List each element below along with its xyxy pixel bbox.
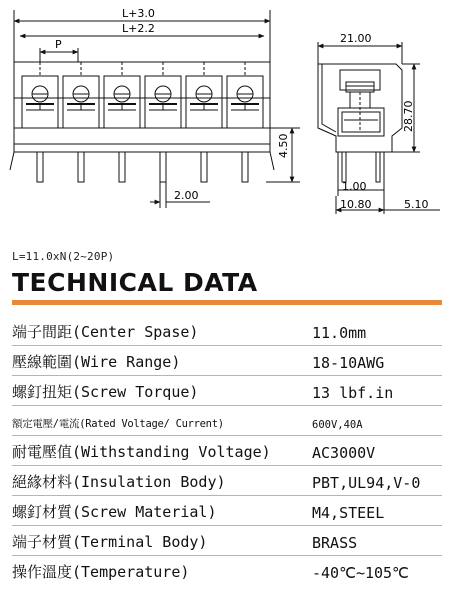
dim-510: 5.10 [404, 198, 429, 211]
spec-label: 端子材質(Terminal Body) [12, 533, 208, 551]
spec-label: 額定電壓/電流(Rated Voltage/ Current) [12, 418, 224, 430]
spec-value: PBT,UL94,V-0 [312, 474, 421, 492]
side-view [318, 42, 440, 214]
spec-label: 端子間距(Center Spase) [12, 323, 199, 341]
spec-label: 螺釘材質(Screw Material) [12, 503, 217, 521]
heading-divider [12, 300, 442, 305]
spec-label: 絕緣材料(Insulation Body) [12, 473, 226, 491]
dim-100: 1.00 [342, 180, 367, 193]
spec-value: M4,STEEL [312, 504, 385, 522]
spec-value: 11.0mm [312, 324, 367, 342]
page-title: TECHNICAL DATA [12, 268, 258, 297]
spec-value: 13 lbf.in [312, 384, 394, 402]
dim-1080: 10.80 [340, 198, 372, 211]
spec-row [12, 318, 442, 346]
spec-row [12, 468, 442, 496]
front-view [10, 10, 300, 208]
spec-value: 600V,40A [312, 419, 363, 431]
spec-value: -40℃~105℃ [312, 564, 409, 582]
spec-label: 操作溫度(Temperature) [12, 563, 190, 581]
dim-2100: 21.00 [340, 32, 372, 45]
spec-value: BRASS [312, 534, 358, 552]
spec-table [12, 318, 442, 587]
spec-label: 壓線範圍(Wire Range) [12, 353, 181, 371]
spec-label: 螺釘扭矩(Screw Torque) [12, 383, 199, 401]
spec-row [12, 558, 442, 585]
spec-value: AC3000V [312, 444, 376, 462]
spec-label: 耐電壓值(Withstanding Voltage) [12, 443, 271, 461]
spec-row [12, 378, 442, 406]
dim-l22: L+2.2 [122, 22, 155, 35]
dim-450: 4.50 [277, 133, 290, 158]
spec-row [12, 348, 442, 376]
spec-value: 18-10AWG [312, 354, 385, 372]
dim-2870: 28.70 [402, 100, 415, 132]
length-formula: L=11.0xN(2~20P) [12, 250, 115, 263]
dim-l30: L+3.0 [122, 7, 155, 20]
dim-200: 2.00 [174, 189, 199, 202]
dim-p: P [55, 38, 62, 51]
technical-drawing [0, 0, 452, 245]
spec-row [12, 528, 442, 556]
spec-row [12, 408, 442, 436]
spec-row [12, 438, 442, 466]
spec-row [12, 498, 442, 526]
